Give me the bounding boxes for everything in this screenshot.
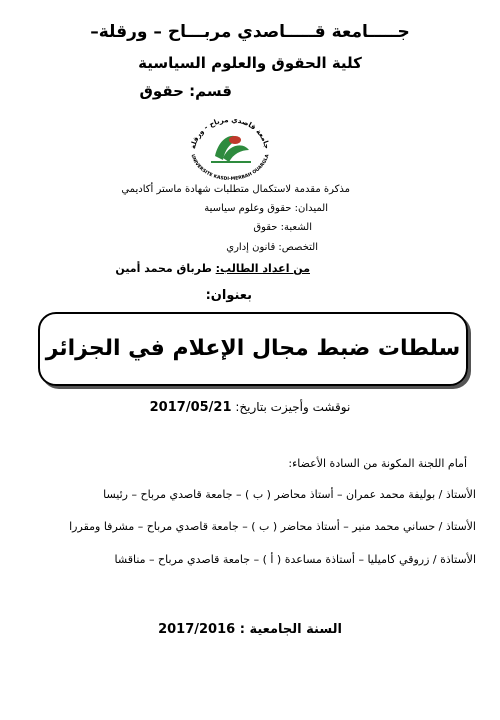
memo-field: الميدان: حقوق وعلوم سياسية [204, 203, 328, 214]
academic-year: السنة الجامعية : 2017/2016 [158, 622, 342, 637]
memo-student [115, 262, 310, 275]
logo-latin-text: UNIVERSITE KASDI-MERBAH OUARGLA [189, 153, 271, 180]
committee-member: الأستاذ / بوليفة محمد عمران – أستاذ محاضر ( ب ) – جامعة قاصدي مرباح – رئيسا [103, 488, 476, 501]
thesis-title: سلطات ضبط مجال الإعلام في الجزائر [45, 336, 461, 361]
memo-specialty: التخصص: قانون إداري [226, 242, 318, 253]
logo-arabic-text: جامعة قاصدي مرباح - ورقلة [189, 115, 271, 150]
committee-member: الأستاذة / زروقي كاميليا – أستاذة مساعدة ( أ ) – جامعة قاصدي مرباح – مناقشا [114, 553, 476, 566]
title-label: بعنوان: [205, 288, 252, 303]
committee-intro: أمام اللجنة المكونة من السادة الأعضاء: [288, 457, 467, 470]
defense-date: 2017/05/21 [149, 400, 232, 415]
defense-date-line [0, 400, 500, 415]
defense-label: نوقشت وأجيزت بتاريخ: [231, 400, 351, 414]
department-name: قسم: حقوق [139, 82, 232, 100]
university-name: جـــــامعة قـــــاصدي مربـــاح – ورقلة– [90, 22, 410, 42]
student-label: من اعداد الطالب: [215, 262, 310, 275]
memo-purpose: مذكرة مقدمة لاستكمال متطلبات شهادة ماستر أكاديمي [121, 184, 350, 195]
memo-branch: الشعبة: حقوق [253, 222, 312, 233]
thesis-title-box [38, 312, 468, 386]
university-logo-icon [175, 110, 285, 180]
committee-member: الأستاذ / حساني محمد منير – أستاذ محاضر ( ب ) – جامعة قاصدي مرباح – مشرفا ومقررا [69, 520, 476, 533]
student-name: طرباق محمد أمين [115, 262, 216, 275]
faculty-name: كلية الحقوق والعلوم السياسية [138, 54, 362, 72]
